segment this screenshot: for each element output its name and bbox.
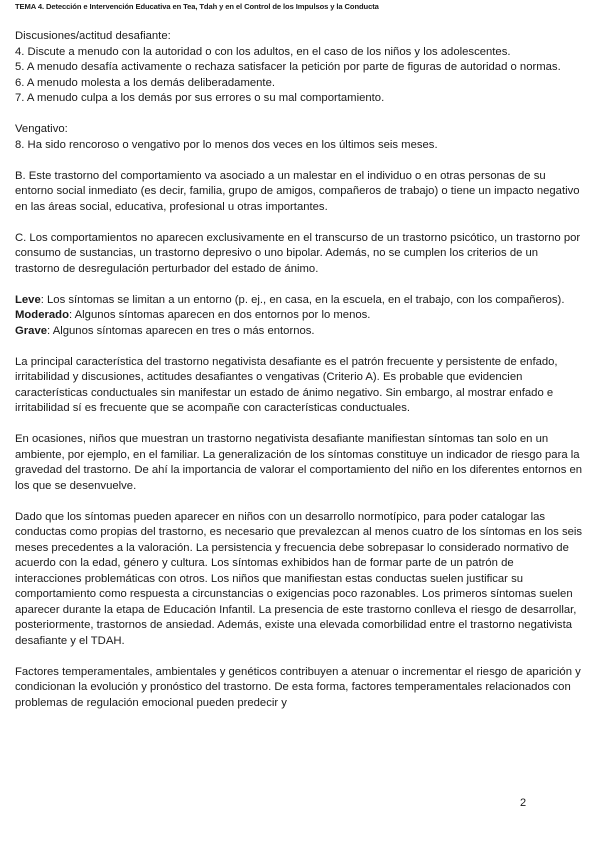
vengativo-section	[15, 122, 583, 153]
severity-leve-text: : Los síntomas se limitan a un entorno (p. ej., en casa, en la escuela, en el trabajo, con los compañeros).	[40, 293, 565, 306]
page-body	[15, 29, 583, 711]
severity-section	[15, 293, 583, 340]
criterion-item: 7. A menudo culpa a los demás por sus errores o su mal comportamiento.	[15, 92, 385, 104]
body-paragraph: En ocasiones, niños que muestran un trastorno negativista desafiante manifiestan síntomas tan solo en un ambiente, por ejemplo, en el familiar. La generalización de los síntomas constituye un indicador de riesgo para la gravedad del trastorno. De ahí la importancia de valorar el comportamiento del niño en los diferentes entornos en los que se desenvuelve.	[15, 433, 583, 492]
discusiones-heading: Discusiones/actitud desafiante:	[15, 30, 171, 42]
page-number: 2	[520, 797, 527, 809]
severity-grave-text: : Algunos síntomas aparecen en tres o más entornos.	[47, 324, 315, 337]
vengativo-heading: Vengativo:	[15, 123, 68, 135]
criterion-item: 6. A menudo molesta a los demás deliberadamente.	[15, 76, 275, 89]
severity-grave	[15, 324, 583, 340]
criterion-item: 5. A menudo desafía activamente o rechaza satisfacer la petición por parte de figuras de autoridad o normas.	[15, 61, 561, 73]
criterion-item: 8. Ha sido rencoroso o vengativo por lo menos dos veces en los últimos seis meses.	[15, 138, 438, 151]
severity-moderado-label: Moderado	[15, 309, 69, 321]
criterion-item: 4. Discute a menudo con la autoridad o con los adultos, en el caso de los niños y los adolescentes.	[15, 45, 511, 58]
severity-grave-label: Grave	[15, 324, 48, 337]
body-paragraph: La principal característica del trastorno negativista desafiante es el patrón frecuente y persistente de enfado, irritabilidad y discusiones, actitudes desafiantes o vengativas (Criterio A). Es probable que evidencien características conductuales sin manifestar un estado de ánimo negativo. Sin embargo, al mostrar enfado e irritabilidad sí es frecuente que se acompañe con características conductuales.	[15, 355, 558, 414]
criterion-c-paragraph: C. Los comportamientos no aparecen exclusivamente en el transcurso de un trastorno psicótico, un trastorno por consumo de sustancias, un trastorno depresivo o uno bipolar. Además, no se cumplen los criterios de un trastorno de desregulación perturbador del estado de ánimo.	[15, 231, 581, 275]
criterion-b-paragraph: B. Este trastorno del comportamiento va asociado a un malestar en el individuo o en otras personas de su entorno social inmediato (es decir, familia, grupo de amigos, compañeros de trabajo) o tiene un impacto negativo en las áreas social, educativa, profesional u otras importantes.	[15, 169, 580, 213]
running-header: TEMA 4. Detección e Intervención Educativa en Tea, Tdah y en el Control de los Impulsos y la Conducta	[15, 2, 379, 11]
severity-moderado-text: : Algunos síntomas aparecen en dos entornos por lo menos.	[68, 309, 371, 321]
severity-leve-label: Leve	[15, 293, 41, 306]
severity-moderado	[15, 308, 583, 324]
discusiones-section	[15, 29, 583, 107]
body-paragraph: Dado que los síntomas pueden aparecer en niños con un desarrollo normotípico, para poder catalogar las conductas como propias del trastorno, es necesario que prevalezcan al menos cuatro de los síntomas en los seis meses precedentes a la valoración. La persistencia y frecuencia debe sobrepasar lo considerado normativo de acuerdo con la edad, género y cultura. Los síntomas exhibidos han de formar parte de un patrón de interacciones problemáticas con otros. Los niños que manifiestan estas conductas suelen justificar su comportamiento como respuesta a circunstancias o exigencias poco razonables. Los primeros síntomas suelen aparecer durante la etapa de Educación Infantil. La presencia de este trastorno conlleva el riesgo de desarrollar, posteriormente, trastornos de ansiedad. Además, existe una elevada comorbilidad entre el trastorno negativista desafiante y el TDAH.	[15, 510, 583, 647]
severity-leve	[15, 293, 583, 309]
body-paragraph: Factores temperamentales, ambientales y genéticos contribuyen a atenuar o incrementar el riesgo de aparición y condicionan la evolución y pronóstico del trastorno. De esta forma, factores temperamentales relacionados con problemas de regulación emocional pueden predecir y	[15, 665, 581, 709]
